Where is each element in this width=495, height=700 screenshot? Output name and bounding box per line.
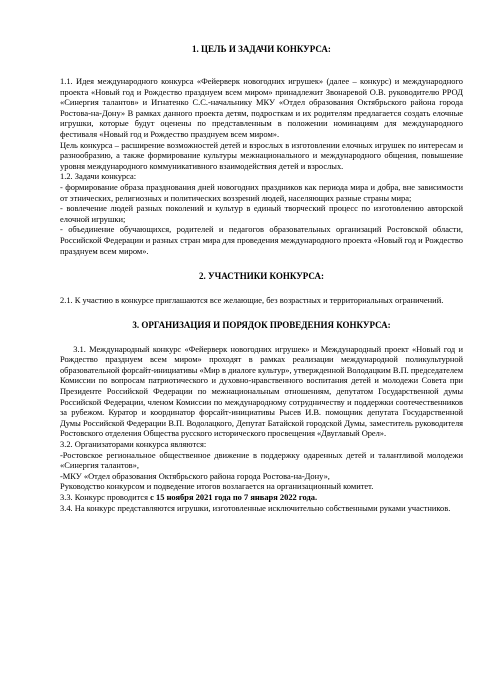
paragraph-1-2: 1.2. Задачи конкурса: bbox=[60, 171, 137, 182]
paragraph-task-1: - формирование образа празднования дней новогодних праздников как периода мира и добра, вне зависимости от этнических, религиозных и политических воззрений людей, населяющих разные страны мира; bbox=[60, 181, 463, 203]
paragraph-1-1: 1.1. Идея международного конкурса «Фейерверк новогодних игрушек» (далее – конкурс) и международного проекта «Новый год и Рождество празднуем всем миром» принадлежит Звонаревой О.В. руководителю РРОД «Синергия талантов» и Игнатенко С.С.-начальнику МКУ «Отдел образования Октябрьского района города Ростова-на-Дону» В рамках данного проекта детям, подросткам и их родителям предлагается создать елочные игрушки, которые будут оценены по представленным в положении номинациям для международного фестиваля «Новый год и Рождество празднуем всем миром». bbox=[60, 76, 463, 139]
section-1-heading: 1. ЦЕЛЬ И ЗАДАЧИ КОНКУРСА: bbox=[192, 44, 331, 54]
dates-bold: с 15 ноября 2021 года по 7 января 2022 года. bbox=[150, 492, 318, 502]
paragraph-goal: Цель конкурса – расширение возможностей детей и взрослых в изготовлении елочных игрушек по интересам и разнообразию, а также формирование культуры межнационального и международного общения, повышение уровня международного коммуникативного взаимодействия детей и взрослых. bbox=[60, 139, 463, 171]
paragraph-3-2: 3.2. Организаторами конкурса являются: bbox=[60, 439, 207, 450]
dates-prefix: 3.3. Конкурс проводится bbox=[60, 492, 151, 502]
paragraph-committee: Руководство конкурсом и подведение итогов возлагается на организационный комитет. bbox=[60, 481, 374, 492]
paragraph-organizer-2: -МКУ «Отдел образования Октябрьского района города Ростова-на-Дону», bbox=[60, 470, 330, 481]
paragraph-3-4: 3.4. На конкурс представляются игрушки, изготовленные исключительно собственными руками участников. bbox=[60, 502, 451, 513]
paragraph-organizer-1: -Ростовское региональное общественное движение в поддержку одаренных детей и талантливой молодежи «Синергия талантов», bbox=[60, 449, 463, 471]
paragraph-3-3 bbox=[60, 492, 463, 503]
paragraph-task-3: - объединение обучающихся, родителей и педагогов образовательных организаций Ростовской области, Российской Федерации и разных стран мира для проведения международного проекта «Новый год и Рождество празднуем всем миром». bbox=[60, 224, 463, 256]
paragraph-2-1: 2.1. К участию в конкурсе приглашаются все желающие, без возрастных и территориальных ограничений. bbox=[60, 295, 444, 306]
section-3-heading: 3. ОРГАНИЗАЦИЯ И ПОРЯДОК ПРОВЕДЕНИЯ КОНКУРСА: bbox=[132, 319, 391, 330]
paragraph-task-2: - вовлечение людей разных поколений и культур в единый творческий процесс по изготовлению авторской елочной игрушки; bbox=[60, 203, 463, 224]
section-2-heading: 2. УЧАСТНИКИ КОНКУРСА: bbox=[199, 271, 324, 282]
paragraph-3-1: 3.1. Международный конкурс «Фейерверк новогодних игрушек» и Международный проект «Новый год и Рождество празднуем всем миром» проходят в рамках реализации международной поликультурной образовательной форсайт-инициативы «Мир в диалоге культур», утвержденной Володацким В.П. председателем Комиссии по вопросам патриотического и духовно-нравственного воспитания детей и молодежи Совета при Президенте Российской Федерации по межнациональным отношениям, депутатом Государственной думы Российской Федерации, членом Комиссии по международному сотрудничеству и поддержки соотечественников за рубежом. Куратор и координатор форсайт-инициативы Рысев И.В. помощник депутата Государственной Думы Российской Федерации В.П. Водолацкого, Депутат Батайской городской Думы, заместитель руководителя Ростовского отделения Общества русского исторического просвещения «Двуглавый Орел». bbox=[60, 343, 466, 439]
